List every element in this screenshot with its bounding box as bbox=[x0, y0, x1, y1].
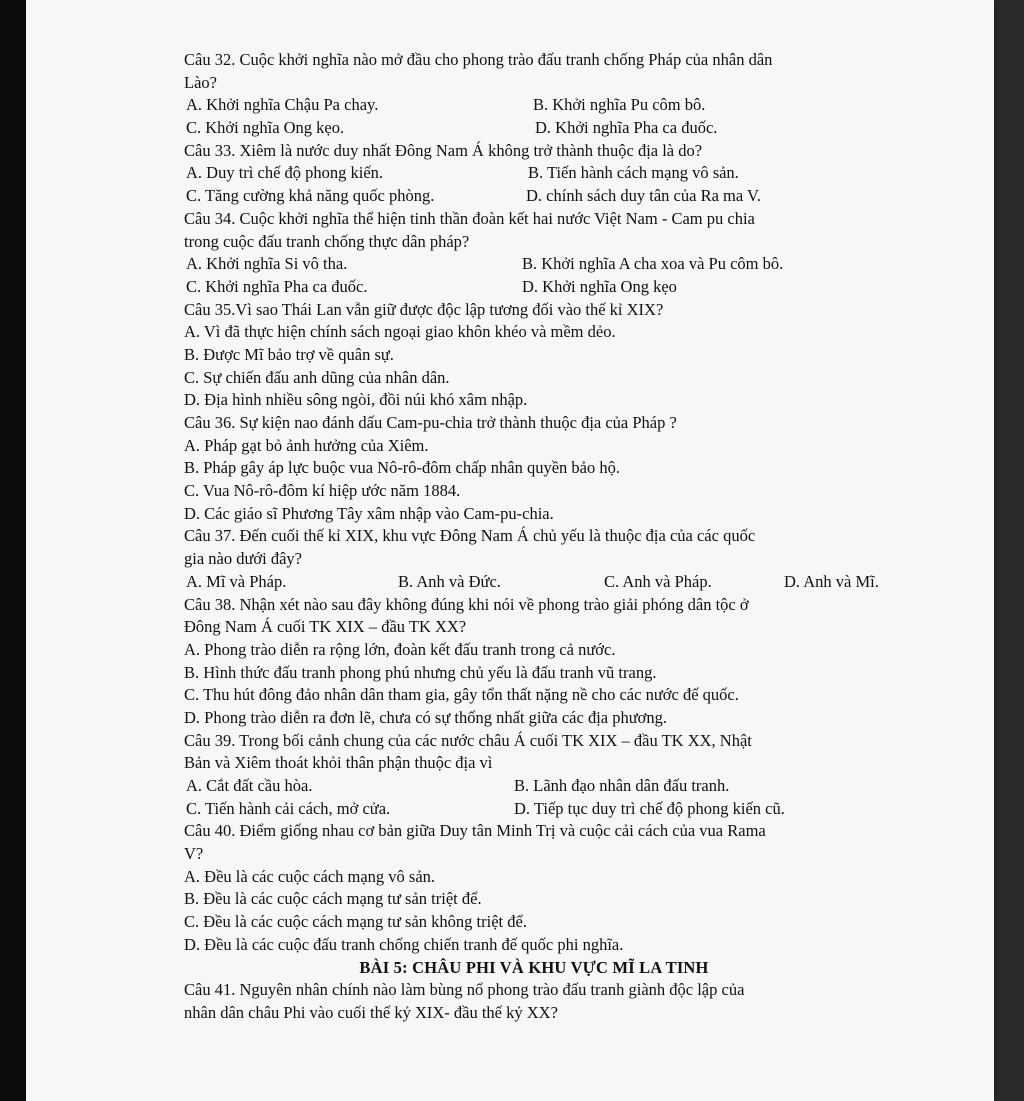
question-33-option-c: C. Tăng cường khả năng quốc phòng. bbox=[186, 186, 435, 206]
question-32-text-cont: Lào? bbox=[184, 72, 217, 92]
question-39-options-row-1 bbox=[184, 775, 884, 798]
question-36-option-a: A. Pháp gạt bỏ ảnh hưởng của Xiêm. bbox=[184, 435, 429, 455]
section-heading: BÀI 5: CHÂU PHI VÀ KHU VỰC MĨ LA TINH bbox=[359, 957, 709, 977]
question-37-options-row bbox=[184, 571, 884, 594]
question-32-option-c: C. Khởi nghĩa Ong kẹo. bbox=[186, 118, 345, 138]
question-39-options-row-2 bbox=[184, 798, 884, 821]
question-34-option-c: C. Khởi nghĩa Pha ca đuốc. bbox=[186, 276, 368, 296]
question-40-option-d: D. Đều là các cuộc đấu tranh chống chiến tranh đế quốc phi nghĩa. bbox=[184, 934, 624, 954]
question-35-text: Câu 35.Vì sao Thái Lan vẫn giữ được độc lập tương đối vào thế kỉ XIX? bbox=[184, 299, 664, 319]
question-39-option-c: C. Tiến hành cải cách, mở cửa. bbox=[186, 798, 391, 818]
question-40-option-b: B. Đều là các cuộc cách mạng tư sản triệt để. bbox=[184, 889, 482, 909]
question-37-option-d: D. Anh và Mĩ. bbox=[784, 571, 879, 591]
question-34-text-cont: trong cuộc đấu tranh chống thực dân pháp? bbox=[184, 231, 470, 251]
question-35-option-b: B. Được Mĩ bảo trợ về quân sự. bbox=[184, 344, 394, 364]
question-39-option-b: B. Lãnh đạo nhân dân đấu tranh. bbox=[514, 776, 730, 795]
question-39-text-cont: Bản và Xiêm thoát khỏi thân phận thuộc địa vì bbox=[184, 753, 493, 773]
question-39-option-a: A. Cắt đất cầu hòa. bbox=[186, 776, 313, 795]
question-35-option-c: C. Sự chiến đấu anh dũng của nhân dân. bbox=[184, 367, 450, 387]
question-34-option-b: B. Khởi nghĩa A cha xoa và Pu côm bô. bbox=[522, 254, 784, 274]
right-dark-border bbox=[994, 0, 1024, 1101]
question-33-options-row-1 bbox=[184, 162, 884, 185]
question-36-text: Câu 36. Sự kiện nao đánh dấu Cam-pu-chia trở thành thuộc địa của Pháp ? bbox=[184, 413, 677, 432]
question-38-option-b: B. Hình thức đấu tranh phong phú nhưng chủ yếu là đấu tranh vũ trang. bbox=[184, 662, 657, 682]
question-32-text: Câu 32. Cuộc khởi nghĩa nào mở đầu cho phong trào đấu tranh chống Pháp của nhân dân bbox=[184, 50, 773, 69]
question-35-option-d: D. Địa hình nhiều sông ngòi, đồi núi khó xâm nhập. bbox=[184, 390, 528, 410]
question-34-options-row-2 bbox=[184, 276, 884, 299]
question-32-option-d: D. Khởi nghĩa Pha ca đuốc. bbox=[535, 118, 718, 138]
question-38-text: Câu 38. Nhận xét nào sau đây không đúng khi nói về phong trào giải phóng dân tộc ở bbox=[184, 594, 749, 614]
question-36-option-d: D. Các giáo sĩ Phương Tây xâm nhập vào Cam-pu-chia. bbox=[184, 503, 554, 523]
question-36-option-c: C. Vua Nô-rô-đôm kí hiệp ước năm 1884. bbox=[184, 481, 461, 501]
question-37-text-cont: gia nào dưới đây? bbox=[184, 549, 303, 569]
question-38-option-c: C. Thu hút đông đảo nhân dân tham gia, gây tổn thất nặng nề cho các nước đế quốc. bbox=[184, 685, 739, 705]
question-32-options-row-1 bbox=[184, 94, 884, 117]
question-34-option-a: A. Khởi nghĩa Si vô tha. bbox=[186, 254, 348, 274]
question-37-option-b: B. Anh và Đức. bbox=[398, 571, 501, 591]
question-39-option-d: D. Tiếp tục duy trì chế độ phong kiến cũ. bbox=[514, 798, 785, 818]
question-33-option-b: B. Tiến hành cách mạng vô sản. bbox=[528, 163, 739, 183]
question-32-options-row-2 bbox=[184, 117, 884, 140]
question-34-option-d: D. Khởi nghĩa Ong kẹo bbox=[522, 276, 677, 296]
document-content bbox=[184, 49, 884, 1025]
question-37-option-c: C. Anh và Pháp. bbox=[604, 571, 712, 591]
question-38-option-a: A. Phong trào diễn ra rộng lớn, đoàn kết đấu tranh trong cả nước. bbox=[184, 639, 616, 659]
question-40-text: Câu 40. Điểm giống nhau cơ bản giữa Duy tân Minh Trị và cuộc cải cách của vua Rama bbox=[184, 821, 766, 841]
question-38-option-d: D. Phong trào diễn ra đơn lẽ, chưa có sự thống nhất giữa các địa phương. bbox=[184, 707, 668, 727]
question-35-option-a: A. Vì đã thực hiện chính sách ngoại giao khôn khéo và mềm dẻo. bbox=[184, 322, 616, 342]
question-33-options-row-2 bbox=[184, 185, 884, 208]
question-37-option-a: A. Mĩ và Pháp. bbox=[186, 571, 287, 591]
question-33-option-d: D. chính sách duy tân của Ra ma V. bbox=[526, 186, 761, 206]
question-40-option-a: A. Đều là các cuộc cách mạng vô sản. bbox=[184, 866, 436, 886]
question-37-text: Câu 37. Đến cuối thế kỉ XIX, khu vực Đông Nam Á chủ yếu là thuộc địa của các quốc bbox=[184, 526, 756, 546]
question-34-text: Câu 34. Cuộc khởi nghĩa thể hiện tinh thần đoàn kết hai nước Việt Nam - Cam pu chia bbox=[184, 208, 755, 228]
question-32-option-a: A. Khởi nghĩa Chậu Pa chay. bbox=[186, 95, 379, 115]
question-41-text-cont: nhân dân châu Phi vào cuối thế kỷ XIX- đầu thế kỷ XX? bbox=[184, 1002, 558, 1022]
question-38-text-cont: Đông Nam Á cuối TK XIX – đầu TK XX? bbox=[184, 617, 467, 637]
question-36-option-b: B. Pháp gây áp lực buộc vua Nô-rô-đôm chấp nhân quyền bảo hộ. bbox=[184, 458, 621, 478]
left-dark-border bbox=[0, 0, 26, 1101]
question-41-text: Câu 41. Nguyên nhân chính nào làm bùng nổ phong trào đấu tranh giành độc lập của bbox=[184, 980, 745, 1000]
question-34-options-row-1 bbox=[184, 253, 884, 276]
question-33-text: Câu 33. Xiêm là nước duy nhất Đông Nam Á không trở thành thuộc địa là do? bbox=[184, 140, 703, 160]
question-32-option-b: B. Khởi nghĩa Pu côm bô. bbox=[533, 95, 706, 115]
question-33-option-a: A. Duy trì chế độ phong kiến. bbox=[186, 163, 384, 183]
question-40-text-cont: V? bbox=[184, 844, 204, 864]
question-40-option-c: C. Đều là các cuộc cách mạng tư sản không triệt để. bbox=[184, 912, 527, 932]
document-page bbox=[26, 0, 994, 1101]
question-39-text: Câu 39. Trong bối cảnh chung của các nước châu Á cuối TK XIX – đầu TK XX, Nhật bbox=[184, 730, 752, 750]
